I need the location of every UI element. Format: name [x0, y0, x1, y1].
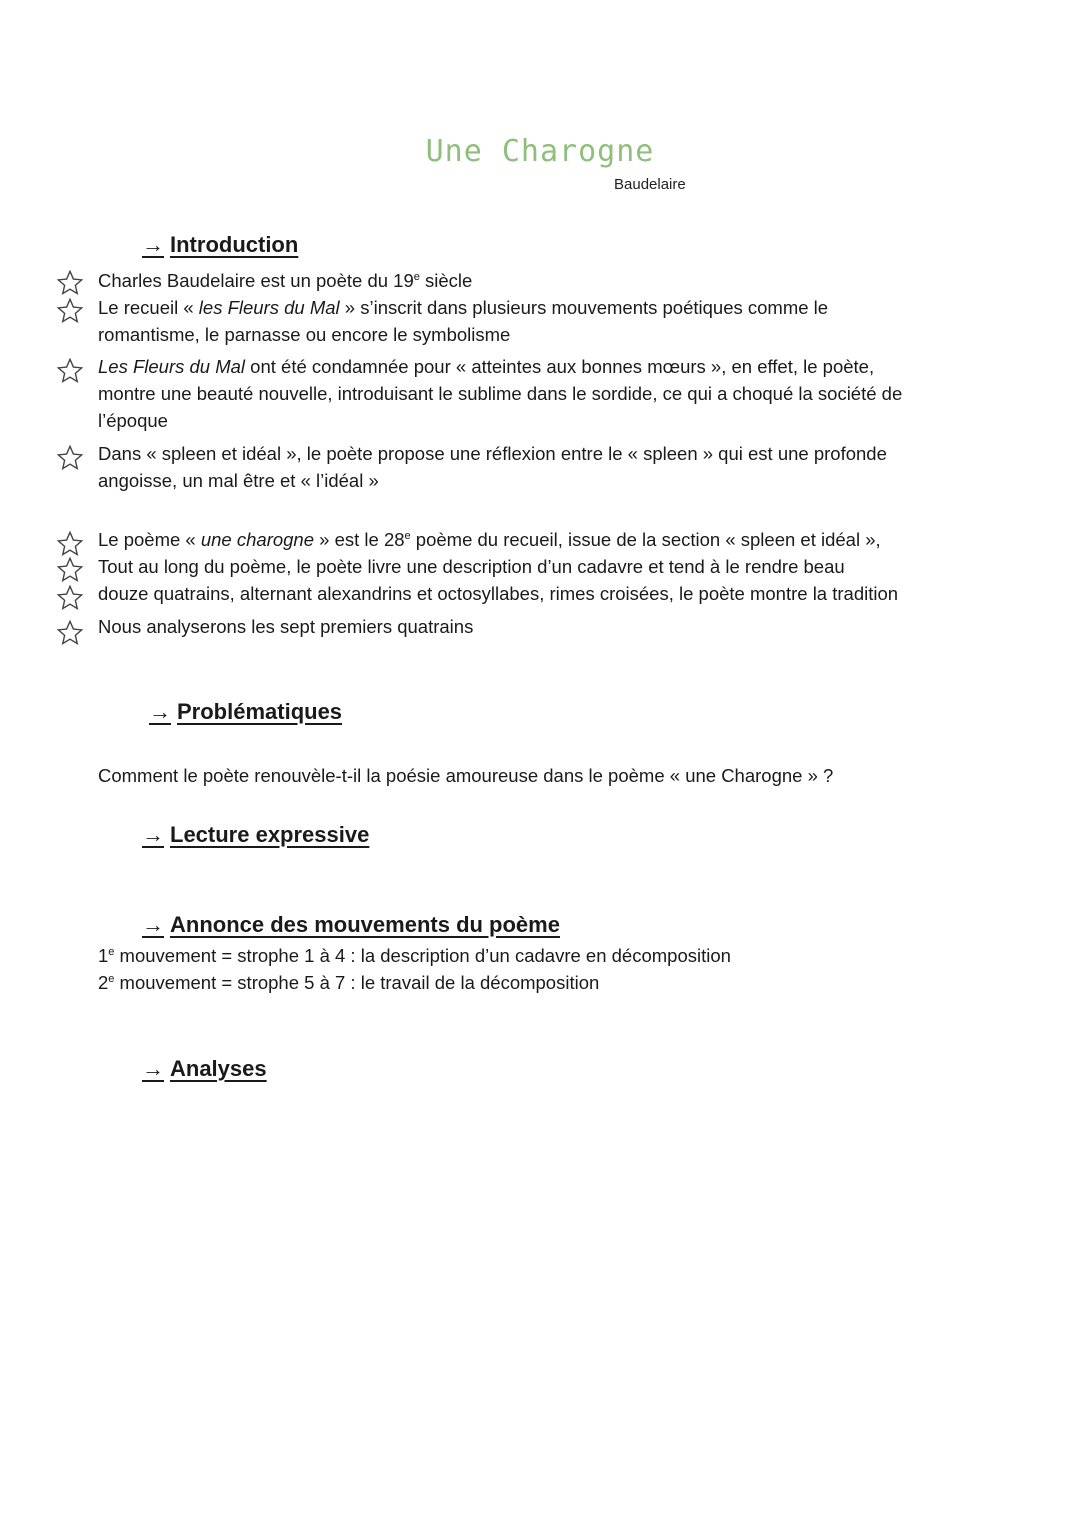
mouvement-1: 1e mouvement = strophe 1 à 4 : la description d’un cadavre en décomposition — [98, 945, 731, 966]
intro-paragraph-4: Dans « spleen et idéal », le poète propose une réflexion entre le « spleen » qui est une profonde angoisse, un mal être et « l’idéal » — [98, 443, 887, 491]
intro-paragraph-5: Le poème « une charogne » est le 28e poème du recueil, issue de la section « spleen et idéal », Tout au long du poème, le poète livre une description d’un cadavre et tend à le rendre beau douze quatrains, alternant alexandrins et octosyllabes, rimes croisées, le poète montre la tradition — [98, 526, 898, 607]
intro-paragraph-1: Charles Baudelaire est un poète du 19e siècle — [98, 270, 473, 291]
arrow-icon: → — [142, 232, 164, 257]
star-outline-icon — [56, 584, 84, 612]
problematique-text: Comment le poète renouvèle-t-il la poésie amoureuse dans le poème « une Charogne » ? — [98, 765, 834, 786]
mouvement-2: 2e mouvement = strophe 5 à 7 : le travail de la décomposition — [98, 972, 600, 993]
problematiques-heading: → Problématiques — [149, 699, 343, 724]
intro-paragraph-8: Nous analyserons les sept premiers quatrains — [98, 616, 474, 637]
document-title: Une Charogne — [425, 134, 655, 169]
star-outline-icon — [56, 269, 84, 297]
star-outline-icon — [56, 619, 84, 647]
arrow-icon: → — [142, 912, 164, 937]
arrow-icon: → — [142, 822, 164, 847]
mouvements-list — [98, 942, 731, 996]
star-outline-icon — [56, 444, 84, 472]
intro-paragraph-7: douze quatrains, alternant alexandrins et octosyllabes, rimes croisées, le poète montre la tradition — [98, 583, 899, 604]
intro-paragraph-2: Le recueil « les Fleurs du Mal » s’inscrit dans plusieurs mouvements poétiques comme le romantisme, le parnasse ou encore le symbolisme — [98, 297, 829, 345]
introduction-heading: → Introduction — [142, 232, 299, 257]
document-author: Baudelaire — [614, 176, 686, 193]
analyses-heading: → Analyses — [142, 1056, 267, 1081]
star-outline-icon — [56, 556, 84, 584]
arrow-icon: → — [142, 1056, 164, 1081]
annonce-heading: → Annonce des mouvements du poème — [142, 912, 560, 937]
arrow-icon: → — [149, 699, 171, 724]
intro-paragraph-3: Les Fleurs du Mal ont été condamnée pour « atteintes aux bonnes mœurs », en effet, le poète, montre une beauté nouvelle, introduisant le sublime dans le sordide, ce qui a choqué la société de l’époque — [98, 356, 903, 431]
star-outline-icon — [56, 297, 84, 325]
intro-paragraph-6: Tout au long du poème, le poète livre une description d’un cadavre et tend à le rendre beau — [98, 556, 845, 577]
star-outline-icon — [56, 530, 84, 558]
star-outline-icon — [56, 357, 84, 385]
lecture-heading: → Lecture expressive — [142, 822, 370, 847]
